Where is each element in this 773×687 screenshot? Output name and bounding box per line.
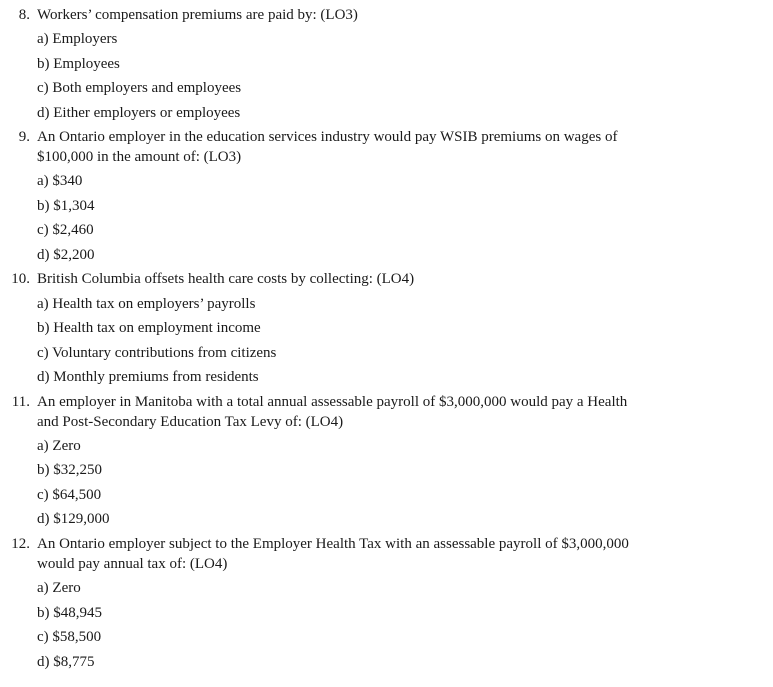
answer-option-c: c) Both employers and employees [37,80,242,96]
answer-option-c: c) $58,500 [37,629,102,645]
answer-option-c: c) $2,460 [37,222,94,238]
question-number: 8. [18,7,30,23]
answer-option-b: b) Employees [37,56,120,72]
question-text-line: $100,000 in the amount of: (LO3) [37,149,242,165]
answer-option-d: d) $129,000 [37,511,110,527]
question-text-line: and Post-Secondary Education Tax Levy of: (LO4) [37,414,344,430]
answer-option-d: d) $2,200 [37,247,95,263]
answer-option-b: b) $1,304 [37,198,95,214]
answer-option-a: a) Zero [37,580,81,596]
answer-option-a: a) Employers [37,31,118,47]
answer-option-a: a) Zero [37,438,81,454]
question-text-line: Workers’ compensation premiums are paid by: (LO3) [37,7,358,23]
answer-option-c: c) $64,500 [37,487,102,503]
question-number: 11. [11,394,30,410]
answer-option-b: b) $48,945 [37,605,102,621]
answer-option-b: b) Health tax on employment income [37,320,261,336]
question-number: 12. [11,536,30,552]
answer-option-d: d) Either employers or employees [37,105,241,121]
answer-option-c: c) Voluntary contributions from citizens [37,345,277,361]
answer-option-b: b) $32,250 [37,462,102,478]
question-text-line: An employer in Manitoba with a total annual assessable payroll of $3,000,000 would pay a Health [37,394,628,410]
question-text-line: An Ontario employer subject to the Employer Health Tax with an assessable payroll of $3,000,000 [37,536,629,552]
question-number: 9. [18,129,30,145]
answer-option-a: a) Health tax on employers’ payrolls [37,296,256,312]
question-number: 10. [11,271,30,287]
question-text-line: would pay annual tax of: (LO4) [37,556,228,572]
answer-option-a: a) $340 [37,173,83,189]
answer-option-d: d) $8,775 [37,654,95,670]
question-text-line: British Columbia offsets health care costs by collecting: (LO4) [37,271,415,287]
answer-option-d: d) Monthly premiums from residents [37,369,259,385]
question-text-line: An Ontario employer in the education services industry would pay WSIB premiums on wages of [37,129,618,145]
